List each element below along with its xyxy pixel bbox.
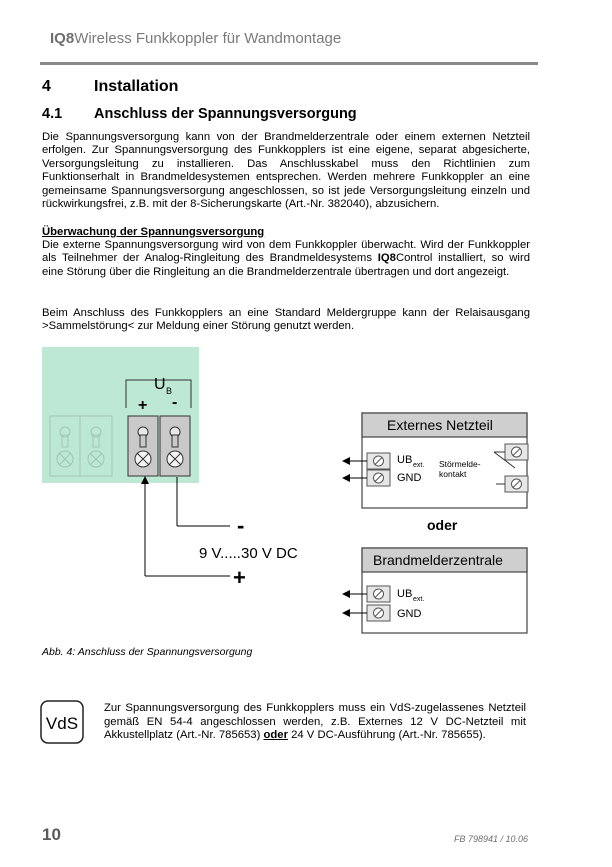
page-header bbox=[50, 30, 341, 47]
header-title: Wireless Funkkoppler für Wandmontage bbox=[74, 30, 342, 47]
supply-minus: - bbox=[237, 513, 245, 538]
psu-ub-label: UB bbox=[397, 454, 413, 466]
fault-contact-line1: Störmelde- bbox=[439, 459, 481, 469]
terminal-minus: - bbox=[172, 394, 178, 411]
figure-caption: Abb. 4: Anschluss der Spannungsversorgung bbox=[42, 646, 253, 658]
wiring-diagram bbox=[0, 340, 612, 640]
vds-note-or: oder bbox=[263, 729, 288, 742]
vds-logo-icon bbox=[40, 700, 84, 744]
vds-note-text-2: 24 V DC-Ausführung (Art.-Nr. 785655). bbox=[287, 729, 486, 742]
subsection-heading bbox=[42, 106, 357, 122]
page-number: 10 bbox=[42, 825, 61, 844]
intro-paragraph: Die Spannungsversorgung kann von der Brandmelderzentrale oder einem externen Netzteil erfolgen. Zur Spannungsversorgung des Funkkopplers ist eine eigene, separat abgesicherte, Versorgungsleitung zu installieren. Das Anschlusskabel muss den Richtlinien zum Funktionserhalt in Brandmeldesystemen entsprechen. Werden mehrere Funkkoppler an eine gemeinsame Spannungsversorgung angeschlossen, so ist jede Versorgungsleitung einzeln und rückwirkungsfrei, z.B. mit der 8-Sicherungskarte (Art.-Nr. 382040), abzusichern. bbox=[42, 131, 530, 211]
section-heading bbox=[42, 78, 178, 96]
unused-terminal-block bbox=[50, 416, 112, 476]
document-reference: FB 798941 / 10.06 bbox=[453, 834, 528, 844]
subsection-title: Anschluss der Spannungsversorgung bbox=[94, 106, 357, 122]
ub-label: U bbox=[154, 376, 166, 393]
ub-subscript: B bbox=[166, 386, 173, 396]
monitoring-text-bold: IQ8 bbox=[377, 252, 396, 265]
header-brand: IQ8 bbox=[50, 30, 75, 47]
psu-title: Externes Netzteil bbox=[387, 417, 493, 433]
or-label: oder bbox=[427, 517, 458, 533]
vds-note-text-1: Zur Spannungsversorgung des Funkkopplers muss ein VdS-zugelassenes Netzteil gemäß EN 54-4 angeschlossen werden, z.B. Externes 12 V DC-Netzteil mit Akkustellplatz (Art.-Nr. 785653) bbox=[104, 702, 526, 742]
panel-ub-ext: ext. bbox=[413, 596, 425, 603]
panel-title: Brandmelderzentrale bbox=[373, 552, 503, 568]
monitoring-text-2: Control installiert, so wird eine Störung über die Ringleitung an die Brandmelderzentrale übertragen und dort angezeigt. bbox=[42, 252, 530, 278]
vds-note bbox=[104, 702, 526, 743]
monitoring-text-1: Die externe Spannungsversorgung wird von dem Funkkoppler überwacht. Wird der Funkkoppler als Teilnehmer der Analog-Ringleitung des Brandmeldesystems bbox=[42, 239, 530, 265]
section-title: Installation bbox=[94, 78, 179, 95]
monitoring-paragraph bbox=[42, 239, 530, 279]
monitoring-heading: Überwachung der Spannungsversorgung bbox=[42, 226, 265, 238]
section-number: 4 bbox=[42, 78, 51, 95]
supply-plus: + bbox=[233, 565, 246, 590]
fault-contact-line2: kontakt bbox=[439, 469, 467, 479]
voltage-range: 9 V.....30 V DC bbox=[199, 545, 298, 562]
panel-gnd-label: GND bbox=[397, 608, 422, 620]
relay-paragraph: Beim Anschluss des Funkkopplers an eine Standard Meldergruppe kann der Relaisausgang >Sammelstörung< zur Meldung einer Störung genutzt werden. bbox=[42, 307, 530, 333]
psu-gnd-label: GND bbox=[397, 472, 422, 484]
terminal-plus: + bbox=[138, 397, 148, 414]
psu-ub-ext: ext. bbox=[413, 462, 425, 469]
subsection-number: 4.1 bbox=[42, 106, 63, 122]
panel-ub-label: UB bbox=[397, 588, 413, 600]
vds-logo-text: VdS bbox=[45, 714, 79, 733]
header-divider bbox=[40, 62, 538, 65]
